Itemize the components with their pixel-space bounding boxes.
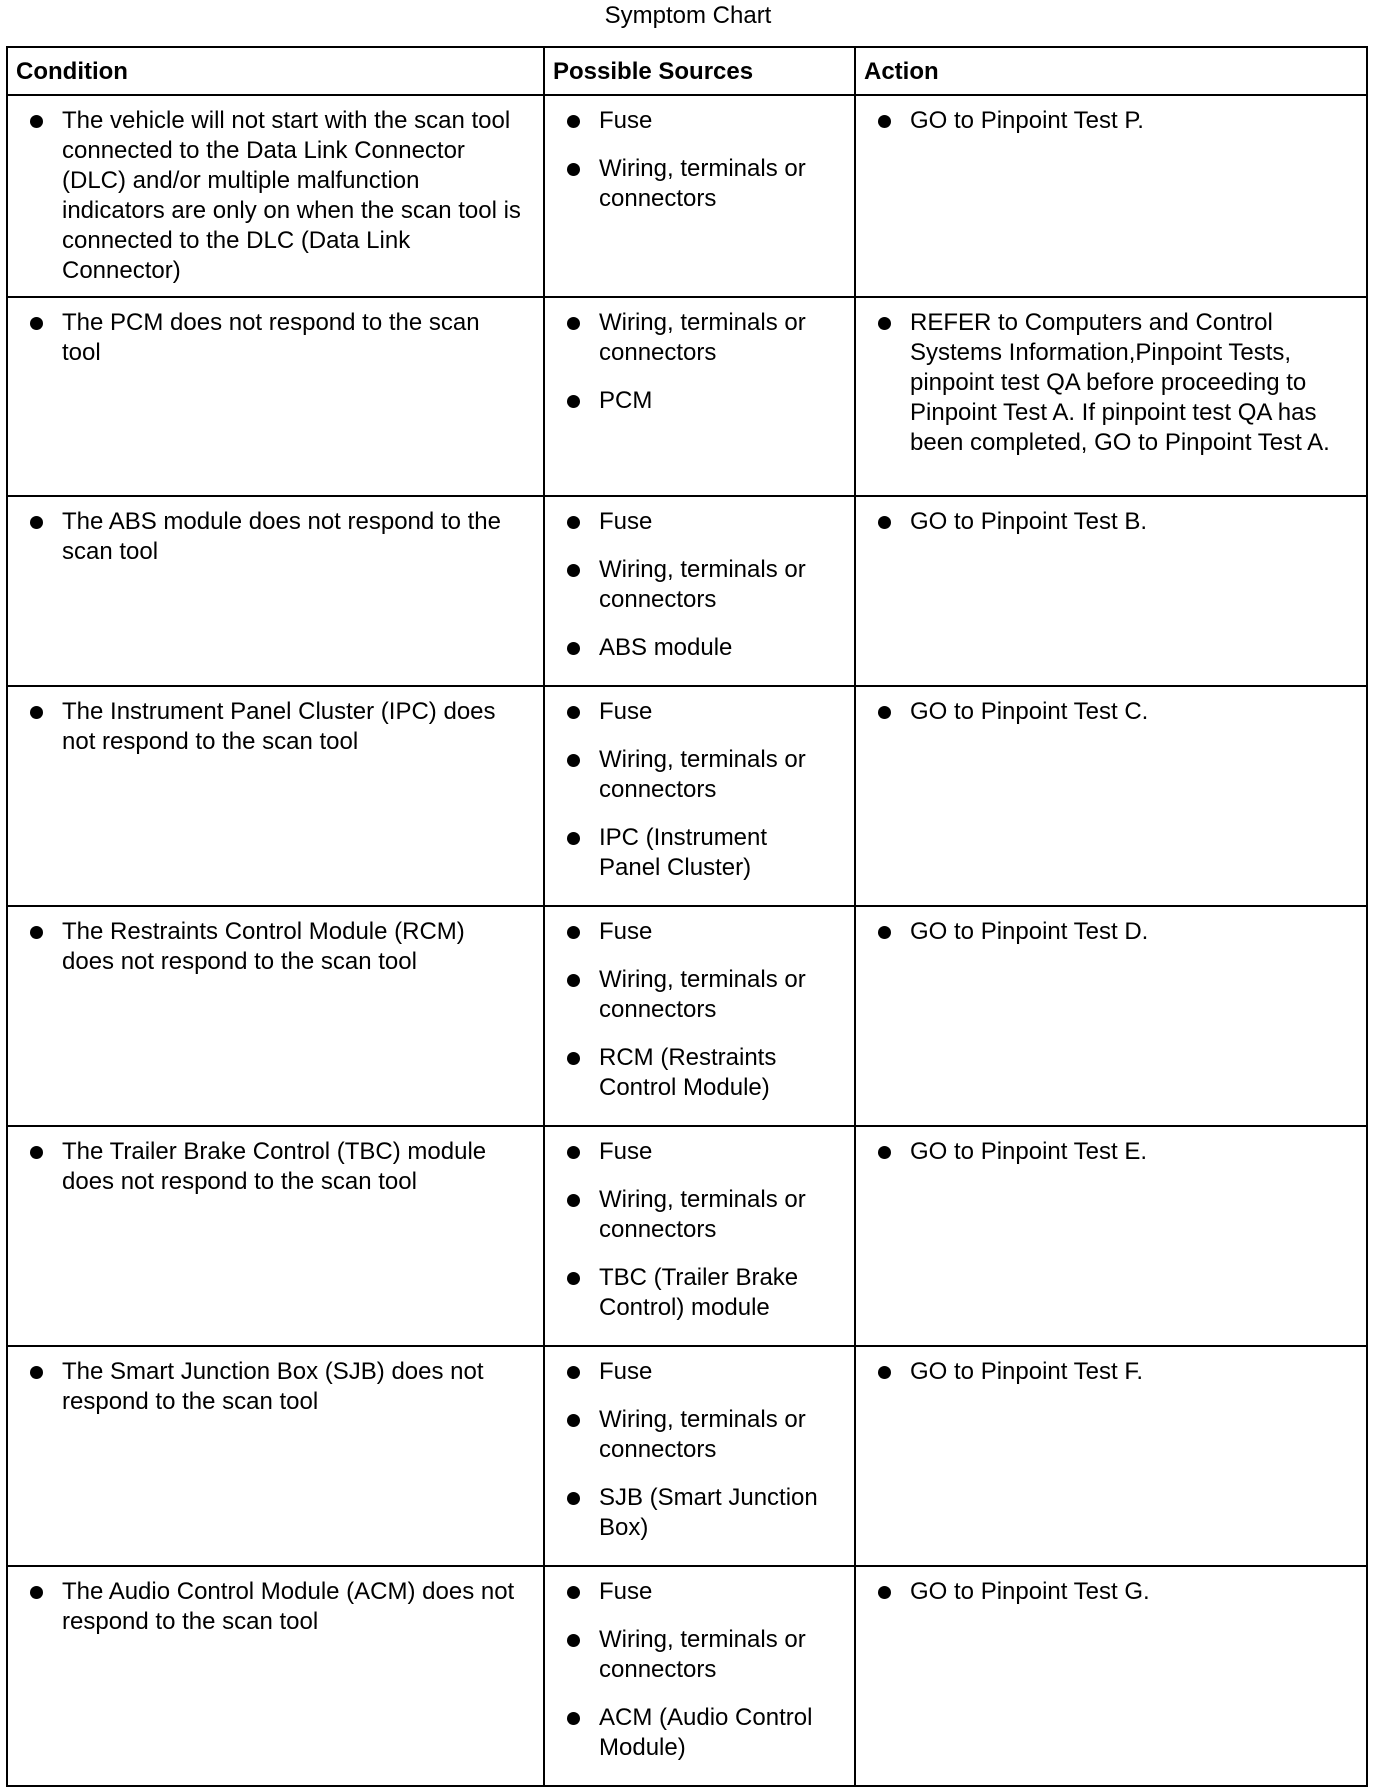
action-cell xyxy=(855,1126,1367,1346)
bullet-icon xyxy=(30,1366,43,1379)
source-item xyxy=(565,823,834,883)
condition-text: The vehicle will not start with the scan tool connected to the Data Link Connector (DLC) and/or multiple malfunction indicators are only on when the scan tool is connected to the DLC (Data Link Connector) xyxy=(62,107,521,284)
bullet-icon xyxy=(878,1146,891,1159)
bullet-icon xyxy=(567,317,580,330)
table-row xyxy=(7,686,1367,906)
source-item xyxy=(565,154,834,214)
condition-text: The PCM does not respond to the scan tool xyxy=(62,309,480,366)
condition-item xyxy=(28,1357,523,1417)
source-item xyxy=(565,1405,834,1465)
bullet-icon xyxy=(567,1586,580,1599)
action-cell xyxy=(855,496,1367,686)
bullet-icon xyxy=(567,1052,580,1065)
source-text: Wiring, terminals or connectors xyxy=(599,1186,806,1243)
bullet-icon xyxy=(567,163,580,176)
source-text: Fuse xyxy=(599,508,653,535)
source-item xyxy=(565,1043,834,1103)
source-item xyxy=(565,308,834,368)
bullet-icon xyxy=(30,1586,43,1599)
bullet-icon xyxy=(30,317,43,330)
condition-cell xyxy=(7,297,544,496)
condition-item xyxy=(28,917,523,977)
sources-cell xyxy=(544,95,855,297)
bullet-icon xyxy=(567,754,580,767)
bullet-icon xyxy=(567,395,580,408)
bullet-icon xyxy=(567,1634,580,1647)
bullet-icon xyxy=(30,115,43,128)
source-text: Fuse xyxy=(599,107,653,134)
action-cell xyxy=(855,906,1367,1126)
condition-item xyxy=(28,697,523,757)
bullet-icon xyxy=(30,1146,43,1159)
bullet-icon xyxy=(567,1146,580,1159)
source-item xyxy=(565,1703,834,1763)
table-row xyxy=(7,1566,1367,1786)
bullet-icon xyxy=(567,1492,580,1505)
symptom-chart-table xyxy=(6,46,1368,1787)
action-item xyxy=(876,1137,1346,1167)
action-cell xyxy=(855,297,1367,496)
bullet-icon xyxy=(567,115,580,128)
header-action: Action xyxy=(855,47,1367,95)
table-row xyxy=(7,95,1367,297)
bullet-icon xyxy=(567,706,580,719)
condition-item xyxy=(28,308,523,368)
source-text: SJB (Smart Junction Box) xyxy=(599,1484,818,1541)
source-text: TBC (Trailer Brake Control) module xyxy=(599,1264,799,1321)
action-cell xyxy=(855,686,1367,906)
bullet-icon xyxy=(878,926,891,939)
bullet-icon xyxy=(30,706,43,719)
condition-text: The Trailer Brake Control (TBC) module does not respond to the scan tool xyxy=(62,1138,487,1195)
action-text: GO to Pinpoint Test P. xyxy=(910,107,1144,134)
source-item xyxy=(565,1483,834,1543)
source-text: ACM (Audio Control Module) xyxy=(599,1704,813,1761)
bullet-icon xyxy=(567,1414,580,1427)
source-text: RCM (Restraints Control Module) xyxy=(599,1044,777,1101)
table-row xyxy=(7,297,1367,496)
bullet-icon xyxy=(878,706,891,719)
condition-item xyxy=(28,507,523,567)
action-item xyxy=(876,507,1346,537)
bullet-icon xyxy=(567,1194,580,1207)
table-row xyxy=(7,1346,1367,1566)
sources-cell xyxy=(544,1566,855,1786)
action-text: GO to Pinpoint Test C. xyxy=(910,698,1149,725)
source-text: Fuse xyxy=(599,1358,653,1385)
source-item xyxy=(565,1577,834,1607)
source-text: Fuse xyxy=(599,918,653,945)
action-item xyxy=(876,1577,1346,1607)
table-row xyxy=(7,1126,1367,1346)
condition-text: The Smart Junction Box (SJB) does not respond to the scan tool xyxy=(62,1358,484,1415)
source-item xyxy=(565,917,834,947)
bullet-icon xyxy=(30,516,43,529)
action-item xyxy=(876,106,1346,136)
source-text: Fuse xyxy=(599,1138,653,1165)
condition-text: The Instrument Panel Cluster (IPC) does not respond to the scan tool xyxy=(62,698,496,755)
bullet-icon xyxy=(567,926,580,939)
sources-cell xyxy=(544,1126,855,1346)
condition-item xyxy=(28,1577,523,1637)
action-text: GO to Pinpoint Test B. xyxy=(910,508,1148,535)
source-text: Wiring, terminals or connectors xyxy=(599,155,806,212)
header-row xyxy=(7,47,1367,95)
action-item xyxy=(876,1357,1346,1387)
source-text: Wiring, terminals or connectors xyxy=(599,966,806,1023)
sources-cell xyxy=(544,906,855,1126)
condition-cell xyxy=(7,686,544,906)
bullet-icon xyxy=(567,1712,580,1725)
source-text: Wiring, terminals or connectors xyxy=(599,1626,806,1683)
table-row xyxy=(7,496,1367,686)
bullet-icon xyxy=(878,516,891,529)
source-item xyxy=(565,507,834,537)
condition-cell xyxy=(7,906,544,1126)
source-item xyxy=(565,1137,834,1167)
action-cell xyxy=(855,1566,1367,1786)
action-item xyxy=(876,917,1346,947)
bullet-icon xyxy=(878,1366,891,1379)
bullet-icon xyxy=(567,1366,580,1379)
source-item xyxy=(565,1625,834,1685)
bullet-icon xyxy=(878,317,891,330)
source-text: Wiring, terminals or connectors xyxy=(599,309,806,366)
source-item xyxy=(565,1357,834,1387)
source-item xyxy=(565,1185,834,1245)
table-row xyxy=(7,906,1367,1126)
header-possible-sources: Possible Sources xyxy=(544,47,855,95)
condition-item xyxy=(28,106,523,286)
source-item xyxy=(565,697,834,727)
sources-cell xyxy=(544,297,855,496)
bullet-icon xyxy=(878,115,891,128)
bullet-icon xyxy=(567,642,580,655)
sources-cell xyxy=(544,1346,855,1566)
source-item xyxy=(565,633,834,663)
action-text: REFER to Computers and Control Systems Information,Pinpoint Tests, pinpoint test QA before proceeding to Pinpoint Test A. If pinpoint test QA has been completed, GO to Pinpoint Test A. xyxy=(910,309,1330,456)
source-item xyxy=(565,555,834,615)
source-text: ABS module xyxy=(599,634,733,661)
action-item xyxy=(876,697,1346,727)
condition-cell xyxy=(7,496,544,686)
bullet-icon xyxy=(567,1272,580,1285)
page-title: Symptom Chart xyxy=(604,2,772,29)
action-item xyxy=(876,308,1346,458)
bullet-icon xyxy=(878,1586,891,1599)
header-condition: Condition xyxy=(7,47,544,95)
bullet-icon xyxy=(567,516,580,529)
condition-cell xyxy=(7,95,544,297)
action-cell xyxy=(855,95,1367,297)
condition-cell xyxy=(7,1126,544,1346)
condition-cell xyxy=(7,1566,544,1786)
condition-text: The Audio Control Module (ACM) does not respond to the scan tool xyxy=(62,1578,515,1635)
action-text: GO to Pinpoint Test D. xyxy=(910,918,1149,945)
sources-cell xyxy=(544,496,855,686)
bullet-icon xyxy=(567,564,580,577)
action-cell xyxy=(855,1346,1367,1566)
source-text: Wiring, terminals or connectors xyxy=(599,746,806,803)
source-item xyxy=(565,386,834,416)
bullet-icon xyxy=(567,832,580,845)
source-text: Fuse xyxy=(599,698,653,725)
action-text: GO to Pinpoint Test F. xyxy=(910,1358,1144,1385)
condition-text: The ABS module does not respond to the scan tool xyxy=(62,508,501,565)
source-text: PCM xyxy=(599,387,653,414)
condition-item xyxy=(28,1137,523,1197)
source-item xyxy=(565,106,834,136)
sources-cell xyxy=(544,686,855,906)
bullet-icon xyxy=(30,926,43,939)
source-item xyxy=(565,1263,834,1323)
condition-text: The Restraints Control Module (RCM) does not respond to the scan tool xyxy=(62,918,465,975)
source-text: Fuse xyxy=(599,1578,653,1605)
source-text: Wiring, terminals or connectors xyxy=(599,556,806,613)
source-item xyxy=(565,965,834,1025)
source-text: IPC (Instrument Panel Cluster) xyxy=(599,824,768,881)
source-text: Wiring, terminals or connectors xyxy=(599,1406,806,1463)
action-text: GO to Pinpoint Test E. xyxy=(910,1138,1148,1165)
source-item xyxy=(565,745,834,805)
bullet-icon xyxy=(567,974,580,987)
action-text: GO to Pinpoint Test G. xyxy=(910,1578,1150,1605)
condition-cell xyxy=(7,1346,544,1566)
